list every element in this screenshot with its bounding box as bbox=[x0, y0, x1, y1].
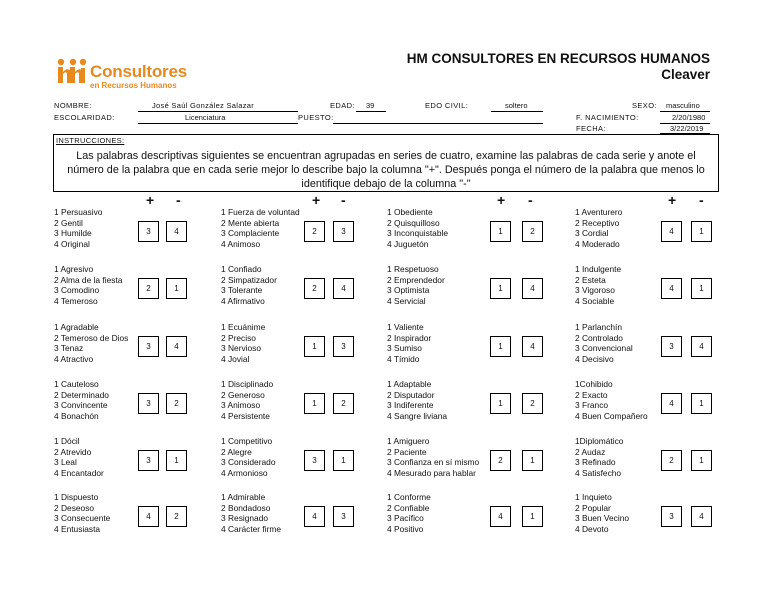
word-item: 1 Persuasivo bbox=[54, 207, 103, 217]
word-item: 1 Fuerza de voluntad bbox=[221, 207, 300, 217]
word-item: 2 Mente abierta bbox=[221, 217, 280, 228]
escolaridad-value: Licenciatura bbox=[185, 113, 226, 122]
word-item: 4 Sangre liviana bbox=[387, 410, 448, 421]
minus-answer-box[interactable]: 1 bbox=[691, 278, 712, 299]
minus-answer-box[interactable]: 2 bbox=[522, 393, 543, 414]
edo-civil-underline bbox=[491, 111, 543, 112]
word-item: 1 Adaptable bbox=[387, 379, 432, 389]
minus-answer-box[interactable]: 1 bbox=[691, 450, 712, 471]
word-item: 2 Atrevido bbox=[54, 446, 92, 457]
minus-answer-box[interactable]: 1 bbox=[691, 221, 712, 242]
word-item: 2 Inspirador bbox=[387, 332, 432, 343]
puesto-underline bbox=[333, 123, 543, 124]
logo bbox=[54, 56, 204, 96]
word-item: 4 Mesurado para hablar bbox=[387, 467, 476, 478]
word-item: 2 Disputador bbox=[387, 389, 435, 400]
minus-answer-box[interactable]: 4 bbox=[166, 221, 187, 242]
word-item: 3 Franco bbox=[575, 400, 609, 411]
minus-answer-box[interactable]: 1 bbox=[522, 450, 543, 471]
word-item: 2 Generoso bbox=[221, 389, 265, 400]
word-item: 3 Leal bbox=[54, 457, 77, 468]
word-item: 1 Aventurero bbox=[575, 207, 623, 217]
word-item: 1 Valiente bbox=[387, 322, 424, 332]
word-item: 3 Convincente bbox=[54, 400, 108, 411]
plus-header-col1: + bbox=[146, 192, 155, 208]
word-item: 2 Alma de la fiesta bbox=[54, 274, 123, 285]
plus-answer-box[interactable]: 2 bbox=[138, 278, 159, 299]
word-item: 2 Esteta bbox=[575, 274, 606, 285]
plus-answer-box[interactable]: 3 bbox=[138, 450, 159, 471]
plus-answer-box[interactable]: 4 bbox=[490, 506, 511, 527]
word-item: 2 Emprendedor bbox=[387, 274, 445, 285]
word-item: 3 Consecuente bbox=[54, 513, 111, 524]
word-item: 1Diplomático bbox=[575, 436, 624, 446]
word-item: 4 Decisivo bbox=[575, 353, 614, 364]
word-item: 1 Agresivo bbox=[54, 264, 94, 274]
word-item: 4 Afirmativo bbox=[221, 295, 265, 306]
plus-answer-box[interactable]: 4 bbox=[138, 506, 159, 527]
sexo-value: masculino bbox=[666, 101, 700, 110]
word-item: 2 Quisquilloso bbox=[387, 217, 440, 228]
minus-answer-box[interactable]: 3 bbox=[333, 221, 354, 242]
nombre-label: NOMBRE: bbox=[54, 101, 92, 110]
word-item: 2 Bondadoso bbox=[221, 502, 271, 513]
word-item: 4 Persistente bbox=[221, 410, 270, 421]
word-item: 4 Juguetón bbox=[387, 238, 429, 249]
word-item: 3 Vigoroso bbox=[575, 285, 615, 296]
word-item: 3 Humilde bbox=[54, 228, 92, 239]
word-item: 4 Buen Compañero bbox=[575, 410, 648, 421]
plus-answer-box[interactable]: 3 bbox=[661, 506, 682, 527]
word-item: 1 Agradable bbox=[54, 322, 99, 332]
word-item: 2 Gentil bbox=[54, 217, 83, 228]
word-item: 3 Refinado bbox=[575, 457, 616, 468]
word-item: 4 Original bbox=[54, 238, 90, 249]
word-item: 1 Competitivo bbox=[221, 436, 273, 446]
word-item: 3 Confianza en sí mismo bbox=[387, 457, 480, 468]
word-item: 4 Tímido bbox=[387, 353, 420, 364]
word-item: 1 Indulgente bbox=[575, 264, 622, 274]
word-item: 2 Controlado bbox=[575, 332, 623, 343]
minus-header-col4: - bbox=[699, 192, 704, 208]
minus-answer-box[interactable]: 4 bbox=[333, 278, 354, 299]
puesto-label: PUESTO: bbox=[298, 113, 334, 122]
word-item: 1 Disciplinado bbox=[221, 379, 274, 389]
hm-logo-icon bbox=[54, 58, 90, 84]
word-item: 2 Simpatizador bbox=[221, 274, 277, 285]
word-item: 2 Confiable bbox=[387, 502, 430, 513]
word-item: 3 Resignado bbox=[221, 513, 269, 524]
word-item: 4 Servicial bbox=[387, 295, 426, 306]
word-item: 2 Preciso bbox=[221, 332, 256, 343]
word-item: 3 Indiferente bbox=[387, 400, 434, 411]
word-item: 2 Determinado bbox=[54, 389, 109, 400]
plus-answer-box[interactable]: 4 bbox=[661, 393, 682, 414]
plus-answer-box[interactable]: 2 bbox=[661, 450, 682, 471]
word-item: 4 Satisfecho bbox=[575, 467, 622, 478]
plus-answer-box[interactable]: 3 bbox=[304, 450, 325, 471]
minus-answer-box[interactable]: 2 bbox=[333, 393, 354, 414]
edad-underline bbox=[356, 111, 386, 112]
minus-answer-box[interactable]: 2 bbox=[166, 506, 187, 527]
word-item: 2 Receptivo bbox=[575, 217, 620, 228]
word-item: 3 Convencional bbox=[575, 343, 633, 354]
instructions-box bbox=[53, 134, 719, 192]
word-item: 4 Encantador bbox=[54, 467, 104, 478]
edo-civil-label: EDO CIVIL: bbox=[425, 101, 469, 110]
word-item: 3 Complaciente bbox=[221, 228, 280, 239]
minus-header-col3: - bbox=[528, 192, 533, 208]
plus-answer-box[interactable]: 1 bbox=[304, 336, 325, 357]
word-item: 2 Exacto bbox=[575, 389, 608, 400]
word-item: 4 Carácter firme bbox=[221, 523, 282, 534]
word-item: 1 Amiguero bbox=[387, 436, 430, 446]
word-item: 1 Dócil bbox=[54, 436, 80, 446]
word-item: 1Cohibido bbox=[575, 379, 613, 389]
word-item: 3 Optimista bbox=[387, 285, 430, 296]
word-item: 3 Buen Vecino bbox=[575, 513, 630, 524]
minus-answer-box[interactable]: 4 bbox=[691, 506, 712, 527]
minus-answer-box[interactable]: 1 bbox=[522, 506, 543, 527]
word-item: 3 Comodino bbox=[54, 285, 100, 296]
word-item: 3 Pacífico bbox=[387, 513, 424, 524]
plus-answer-box[interactable]: 2 bbox=[304, 221, 325, 242]
minus-answer-box[interactable]: 2 bbox=[522, 221, 543, 242]
word-item: 1 Respetuoso bbox=[387, 264, 439, 274]
plus-answer-box[interactable]: 1 bbox=[490, 393, 511, 414]
word-item: 4 Bonachón bbox=[54, 410, 99, 421]
word-item: 3 Tolerante bbox=[221, 285, 263, 296]
word-item: 2 Audaz bbox=[575, 446, 606, 457]
plus-answer-box[interactable]: 1 bbox=[490, 336, 511, 357]
plus-answer-box[interactable]: 1 bbox=[490, 221, 511, 242]
sexo-label: SEXO: bbox=[632, 101, 657, 110]
minus-header-col1: - bbox=[176, 192, 181, 208]
word-item: 4 Animoso bbox=[221, 238, 261, 249]
minus-answer-box[interactable]: 1 bbox=[691, 393, 712, 414]
plus-answer-box[interactable]: 4 bbox=[661, 278, 682, 299]
plus-answer-box[interactable]: 2 bbox=[304, 278, 325, 299]
word-item: 3 Inconquistable bbox=[387, 228, 448, 239]
plus-answer-box[interactable]: 3 bbox=[661, 336, 682, 357]
minus-answer-box[interactable]: 1 bbox=[333, 450, 354, 471]
minus-answer-box[interactable]: 1 bbox=[166, 450, 187, 471]
plus-header-col3: + bbox=[497, 192, 506, 208]
word-item: 4 Devoto bbox=[575, 523, 609, 534]
word-item: 4 Atractivo bbox=[54, 353, 94, 364]
nombre-value: José Saúl González Salazar bbox=[152, 101, 255, 110]
edad-value: 39 bbox=[366, 101, 375, 110]
word-item: 4 Moderado bbox=[575, 238, 620, 249]
word-item: 1 Conforme bbox=[387, 492, 431, 502]
minus-answer-box[interactable]: 1 bbox=[166, 278, 187, 299]
word-item: 3 Considerado bbox=[221, 457, 276, 468]
logo-subtitle: en Recursos Humanos bbox=[90, 81, 177, 90]
instructions-title: INSTRUCCIONES: bbox=[56, 136, 125, 145]
word-item: 1 Dispuesto bbox=[54, 492, 99, 502]
plus-header-col2: + bbox=[312, 192, 321, 208]
company-name: HM CONSULTORES EN RECURSOS HUMANOS bbox=[406, 51, 710, 66]
instructions-text: Las palabras descriptivas siguientes se encuentran agrupadas en series de cuatro, examine las palabras de cada serie y anote el número de la palabra que en cada serie mejor lo describe bajo la columna "+". Después ponga el número de la palabra que menos lo identifique debajo de la columna "-" bbox=[67, 150, 705, 191]
word-item: 2 Paciente bbox=[387, 446, 427, 457]
fecha-value: 3/22/2019 bbox=[670, 124, 704, 133]
plus-answer-box[interactable]: 2 bbox=[490, 450, 511, 471]
word-item: 4 Jovial bbox=[221, 353, 250, 364]
word-item: 3 Animoso bbox=[221, 400, 261, 411]
minus-answer-box[interactable]: 2 bbox=[166, 393, 187, 414]
minus-answer-box[interactable]: 4 bbox=[522, 336, 543, 357]
plus-header-col4: + bbox=[668, 192, 677, 208]
word-item: 1 Obediente bbox=[387, 207, 433, 217]
word-item: 4 Temeroso bbox=[54, 295, 98, 306]
word-item: 4 Sociable bbox=[575, 295, 615, 306]
minus-answer-box[interactable]: 4 bbox=[522, 278, 543, 299]
word-item: 2 Popular bbox=[575, 502, 611, 513]
word-item: 4 Armonioso bbox=[221, 467, 268, 478]
minus-answer-box[interactable]: 3 bbox=[333, 506, 354, 527]
edo-civil-value: soltero bbox=[505, 101, 528, 110]
word-item: 3 Tenaz bbox=[54, 343, 84, 354]
fecha-label: FECHA: bbox=[576, 124, 606, 133]
word-item: 1 Confiado bbox=[221, 264, 262, 274]
word-item: 3 Cordial bbox=[575, 228, 609, 239]
escolaridad-underline bbox=[138, 123, 298, 124]
word-item: 3 Sumiso bbox=[387, 343, 422, 354]
edad-label: EDAD: bbox=[330, 101, 355, 110]
word-item: 2 Deseoso bbox=[54, 502, 95, 513]
word-item: 4 Positivo bbox=[387, 523, 424, 534]
word-item: 1 Admirable bbox=[221, 492, 266, 502]
minus-answer-box[interactable]: 4 bbox=[691, 336, 712, 357]
word-item: 4 Entusiasta bbox=[54, 523, 101, 534]
word-item: 3 Nervioso bbox=[221, 343, 262, 354]
document-title: Cleaver bbox=[661, 67, 710, 82]
nacimiento-value: 2/20/1980 bbox=[672, 113, 706, 122]
word-item: 2 Alegre bbox=[221, 446, 252, 457]
nombre-underline bbox=[138, 111, 298, 112]
plus-answer-box[interactable]: 4 bbox=[304, 506, 325, 527]
nacimiento-label: F. NACIMIENTO: bbox=[576, 113, 639, 122]
word-item: 2 Temeroso de Dios bbox=[54, 332, 129, 343]
minus-answer-box[interactable]: 4 bbox=[166, 336, 187, 357]
word-item: 1 Ecuánime bbox=[221, 322, 266, 332]
escolaridad-label: ESCOLARIDAD: bbox=[54, 113, 115, 122]
word-item: 1 Parlanchín bbox=[575, 322, 623, 332]
plus-answer-box[interactable]: 4 bbox=[661, 221, 682, 242]
plus-answer-box[interactable]: 1 bbox=[490, 278, 511, 299]
word-item: 1 Cauteloso bbox=[54, 379, 99, 389]
plus-answer-box[interactable]: 3 bbox=[138, 393, 159, 414]
minus-answer-box[interactable]: 3 bbox=[333, 336, 354, 357]
logo-name: Consultores bbox=[90, 62, 187, 81]
word-item: 1 Inquieto bbox=[575, 492, 612, 502]
minus-header-col2: - bbox=[341, 192, 346, 208]
plus-answer-box[interactable]: 3 bbox=[138, 221, 159, 242]
sexo-underline bbox=[660, 111, 710, 112]
plus-answer-box[interactable]: 3 bbox=[138, 336, 159, 357]
plus-answer-box[interactable]: 1 bbox=[304, 393, 325, 414]
